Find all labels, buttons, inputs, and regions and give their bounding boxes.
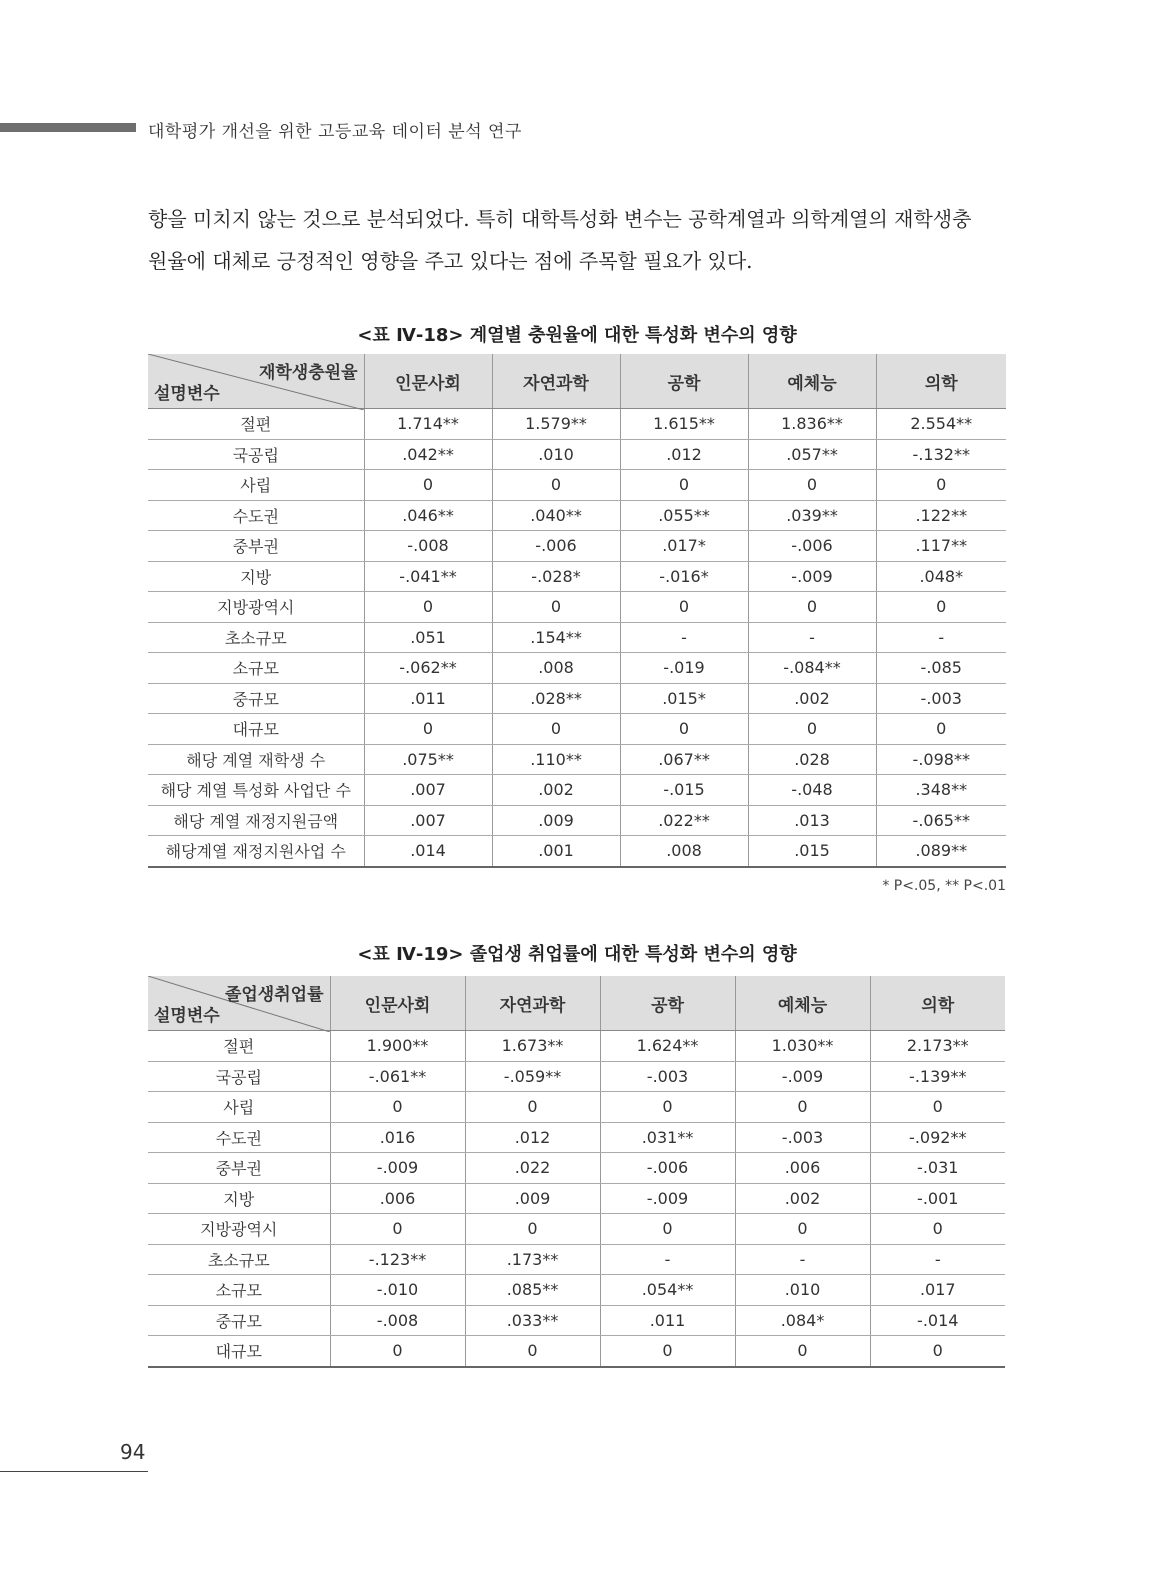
table-cell: -.008 xyxy=(330,1305,465,1336)
table-cell: -.009 xyxy=(748,561,876,592)
table-cell: 0 xyxy=(600,1214,735,1245)
table-row xyxy=(148,805,1006,836)
table-cell: .089** xyxy=(876,836,1006,867)
row-label: 절편 xyxy=(148,1031,330,1062)
table-cell: -.003 xyxy=(600,1061,735,1092)
table-cell: .055** xyxy=(620,500,748,531)
table-cell: -.061** xyxy=(330,1061,465,1092)
table-cell: 0 xyxy=(492,714,620,745)
table-cell: .154** xyxy=(492,622,620,653)
table-cell: - xyxy=(870,1244,1005,1275)
table-cell: -.016* xyxy=(620,561,748,592)
table-row xyxy=(148,1214,1005,1245)
table-cell: -.084** xyxy=(748,653,876,684)
table-cell: -.006 xyxy=(600,1153,735,1184)
table-cell: .017 xyxy=(870,1275,1005,1306)
row-label: 절편 xyxy=(148,409,364,440)
table-cell: 1.030** xyxy=(735,1031,870,1062)
row-label: 국공립 xyxy=(148,1061,330,1092)
table-cell: -.062** xyxy=(364,653,492,684)
table-row xyxy=(148,409,1006,440)
table-row xyxy=(148,1275,1005,1306)
running-header: 대학평가 개선을 위한 고등교육 데이터 분석 연구 xyxy=(148,122,522,142)
table-cell: 2.554** xyxy=(876,409,1006,440)
table2-col-header: 의학 xyxy=(870,976,1005,1031)
table-cell: -.019 xyxy=(620,653,748,684)
table-cell: 1.624** xyxy=(600,1031,735,1062)
table-cell: .015* xyxy=(620,683,748,714)
table1 xyxy=(148,354,1006,868)
table-cell: .042** xyxy=(364,439,492,470)
table-row xyxy=(148,1092,1005,1123)
table-cell: 1.579** xyxy=(492,409,620,440)
row-label: 중규모 xyxy=(148,683,364,714)
table1-body xyxy=(148,409,1006,867)
row-label: 지방 xyxy=(148,561,364,592)
table-cell: 0 xyxy=(748,592,876,623)
table-cell: 0 xyxy=(870,1092,1005,1123)
table-cell: .007 xyxy=(364,805,492,836)
table-cell: .122** xyxy=(876,500,1006,531)
table-cell: .016 xyxy=(330,1122,465,1153)
table-cell: 1.900** xyxy=(330,1031,465,1062)
table-cell: 0 xyxy=(364,470,492,501)
table-cell: 0 xyxy=(492,470,620,501)
table-cell: .085** xyxy=(465,1275,600,1306)
table-row xyxy=(148,1183,1005,1214)
table1-col-header: 인문사회 xyxy=(364,354,492,409)
table-cell: .017* xyxy=(620,531,748,562)
table-cell: .012 xyxy=(465,1122,600,1153)
table-row xyxy=(148,683,1006,714)
table-cell: -.009 xyxy=(330,1153,465,1184)
body-line: 향을 미치지 않는 것으로 분석되었다. 특히 대학특성화 변수는 공학계열과 의학계열의 재학생충 xyxy=(148,207,972,231)
table-cell: .057** xyxy=(748,439,876,470)
row-label: 소규모 xyxy=(148,653,364,684)
table-cell: .031** xyxy=(600,1122,735,1153)
table1-col-header: 자연과학 xyxy=(492,354,620,409)
table-cell: 0 xyxy=(600,1092,735,1123)
body-paragraph xyxy=(148,198,1018,282)
table-cell: .028 xyxy=(748,744,876,775)
table-cell: .012 xyxy=(620,439,748,470)
table-cell: .011 xyxy=(600,1305,735,1336)
table-cell: 0 xyxy=(600,1336,735,1367)
row-label: 해당 계열 재학생 수 xyxy=(148,744,364,775)
table-cell: .046** xyxy=(364,500,492,531)
table-cell: -.008 xyxy=(364,531,492,562)
table2-caption: <표 Ⅳ-19> 졸업생 취업률에 대한 특성화 변수의 영향 xyxy=(357,944,797,965)
table-cell: -.006 xyxy=(492,531,620,562)
table-cell: - xyxy=(876,622,1006,653)
table-row xyxy=(148,1061,1005,1092)
table-row xyxy=(148,653,1006,684)
table-cell: 0 xyxy=(748,714,876,745)
table-cell: 0 xyxy=(620,592,748,623)
table-cell: 0 xyxy=(876,470,1006,501)
table-cell: .117** xyxy=(876,531,1006,562)
table-cell: -.009 xyxy=(600,1183,735,1214)
table-cell: .008 xyxy=(620,836,748,867)
table-cell: .006 xyxy=(330,1183,465,1214)
table-cell: 0 xyxy=(735,1214,870,1245)
table-cell: 1.673** xyxy=(465,1031,600,1062)
table-row xyxy=(148,1244,1005,1275)
table2 xyxy=(148,976,1005,1368)
table-row xyxy=(148,470,1006,501)
table-row xyxy=(148,1122,1005,1153)
table-row xyxy=(148,1336,1005,1367)
row-label: 초소규모 xyxy=(148,622,364,653)
table-cell: .007 xyxy=(364,775,492,806)
table-cell: 0 xyxy=(870,1214,1005,1245)
table1-corner-cell xyxy=(148,354,364,409)
table-cell: - xyxy=(735,1244,870,1275)
table-cell: .348** xyxy=(876,775,1006,806)
table-cell: .001 xyxy=(492,836,620,867)
table-cell: .022** xyxy=(620,805,748,836)
table1-header-row xyxy=(148,354,1006,409)
table-cell: - xyxy=(748,622,876,653)
table-cell: .002 xyxy=(748,683,876,714)
table-row xyxy=(148,744,1006,775)
table-cell: 0 xyxy=(876,592,1006,623)
row-label: 국공립 xyxy=(148,439,364,470)
row-label: 사립 xyxy=(148,470,364,501)
table-cell: 1.615** xyxy=(620,409,748,440)
table-cell: - xyxy=(600,1244,735,1275)
row-label: 해당 계열 특성화 사업단 수 xyxy=(148,775,364,806)
table-cell: 0 xyxy=(620,714,748,745)
table-cell: 0 xyxy=(330,1092,465,1123)
table-cell: -.006 xyxy=(748,531,876,562)
table-cell: 0 xyxy=(465,1214,600,1245)
table-row xyxy=(148,836,1006,867)
table-cell: 1.836** xyxy=(748,409,876,440)
table2-header-row xyxy=(148,976,1005,1031)
table-cell: 0 xyxy=(465,1336,600,1367)
table-row xyxy=(148,1031,1005,1062)
table2-corner-bottom: 설명변수 xyxy=(154,1006,220,1026)
row-label: 중부권 xyxy=(148,1153,330,1184)
table1-caption: <표 Ⅳ-18> 계열별 충원율에 대한 특성화 변수의 영향 xyxy=(357,325,797,346)
row-label: 대규모 xyxy=(148,714,364,745)
row-label: 사립 xyxy=(148,1092,330,1123)
table-cell: .008 xyxy=(492,653,620,684)
row-label: 초소규모 xyxy=(148,1244,330,1275)
table2-col-header: 예체능 xyxy=(735,976,870,1031)
table-cell: -.003 xyxy=(876,683,1006,714)
row-label: 수도권 xyxy=(148,1122,330,1153)
table2-col-header: 인문사회 xyxy=(330,976,465,1031)
row-label: 수도권 xyxy=(148,500,364,531)
table-cell: .002 xyxy=(735,1183,870,1214)
table-cell: 0 xyxy=(870,1336,1005,1367)
table1-col-header: 예체능 xyxy=(748,354,876,409)
row-label: 지방광역시 xyxy=(148,1214,330,1245)
table-cell: -.139** xyxy=(870,1061,1005,1092)
footer-rule xyxy=(0,1471,148,1472)
table2-corner-top: 졸업생취업률 xyxy=(224,985,324,1005)
table-cell: .051 xyxy=(364,622,492,653)
table-cell: .010 xyxy=(492,439,620,470)
significance-note: * P<.05, ** P<.01 xyxy=(882,878,1006,894)
table-cell: .006 xyxy=(735,1153,870,1184)
table2-col-header: 자연과학 xyxy=(465,976,600,1031)
table-row xyxy=(148,1305,1005,1336)
table-cell: .048* xyxy=(876,561,1006,592)
table-cell: 0 xyxy=(330,1336,465,1367)
table-cell: -.003 xyxy=(735,1122,870,1153)
table-cell: .110** xyxy=(492,744,620,775)
table1-col-header: 의학 xyxy=(876,354,1006,409)
table-cell: -.059** xyxy=(465,1061,600,1092)
table2-body xyxy=(148,1031,1005,1367)
table-cell: -.010 xyxy=(330,1275,465,1306)
row-label: 지방광역시 xyxy=(148,592,364,623)
table-cell: .040** xyxy=(492,500,620,531)
header-bar xyxy=(0,123,136,132)
table-cell: .028** xyxy=(492,683,620,714)
table-cell: .013 xyxy=(748,805,876,836)
table-cell: -.048 xyxy=(748,775,876,806)
table-cell: 0 xyxy=(735,1092,870,1123)
table1-corner-top: 재학생충원율 xyxy=(258,363,358,383)
table-cell: .039** xyxy=(748,500,876,531)
table-cell: -.098** xyxy=(876,744,1006,775)
table-cell: .009 xyxy=(492,805,620,836)
table1-col-header: 공학 xyxy=(620,354,748,409)
table-cell: .075** xyxy=(364,744,492,775)
table-cell: 0 xyxy=(876,714,1006,745)
table-row xyxy=(148,714,1006,745)
row-label: 소규모 xyxy=(148,1275,330,1306)
table-cell: .173** xyxy=(465,1244,600,1275)
table-cell: 0 xyxy=(748,470,876,501)
table-cell: .014 xyxy=(364,836,492,867)
table-cell: .009 xyxy=(465,1183,600,1214)
table-cell: .022 xyxy=(465,1153,600,1184)
table1-corner-bottom: 설명변수 xyxy=(154,384,220,404)
table-cell: 0 xyxy=(330,1214,465,1245)
table-row xyxy=(148,592,1006,623)
table-cell: .010 xyxy=(735,1275,870,1306)
table-cell: 0 xyxy=(735,1336,870,1367)
row-label: 지방 xyxy=(148,1183,330,1214)
table-cell: .011 xyxy=(364,683,492,714)
table-cell: - xyxy=(620,622,748,653)
table-row xyxy=(148,1153,1005,1184)
table-cell: 0 xyxy=(364,592,492,623)
table-row xyxy=(148,500,1006,531)
table-cell: 0 xyxy=(492,592,620,623)
page-number: 94 xyxy=(120,1440,146,1464)
table-cell: -.001 xyxy=(870,1183,1005,1214)
table-cell: 2.173** xyxy=(870,1031,1005,1062)
table-cell: -.009 xyxy=(735,1061,870,1092)
table-cell: -.015 xyxy=(620,775,748,806)
row-label: 중부권 xyxy=(148,531,364,562)
table-row xyxy=(148,531,1006,562)
row-label: 해당계열 재정지원사업 수 xyxy=(148,836,364,867)
row-label: 중규모 xyxy=(148,1305,330,1336)
table-cell: .067** xyxy=(620,744,748,775)
table-cell: 0 xyxy=(620,470,748,501)
table-cell: -.031 xyxy=(870,1153,1005,1184)
table2-col-header: 공학 xyxy=(600,976,735,1031)
table-cell: 0 xyxy=(465,1092,600,1123)
table-cell: -.014 xyxy=(870,1305,1005,1336)
table-cell: 0 xyxy=(364,714,492,745)
table-cell: -.065** xyxy=(876,805,1006,836)
table-row xyxy=(148,439,1006,470)
table-row xyxy=(148,561,1006,592)
table2-corner-cell xyxy=(148,976,330,1031)
table-row xyxy=(148,775,1006,806)
row-label: 대규모 xyxy=(148,1336,330,1367)
table-cell: .084* xyxy=(735,1305,870,1336)
table-cell: -.132** xyxy=(876,439,1006,470)
table-cell: -.041** xyxy=(364,561,492,592)
table-cell: -.028* xyxy=(492,561,620,592)
table-cell: .054** xyxy=(600,1275,735,1306)
row-label: 해당 계열 재정지원금액 xyxy=(148,805,364,836)
table-cell: -.092** xyxy=(870,1122,1005,1153)
table-cell: .002 xyxy=(492,775,620,806)
table-cell: -.085 xyxy=(876,653,1006,684)
body-line: 원율에 대체로 긍정적인 영향을 주고 있다는 점에 주목할 필요가 있다. xyxy=(148,249,753,273)
table-cell: .015 xyxy=(748,836,876,867)
table-row xyxy=(148,622,1006,653)
table-cell: 1.714** xyxy=(364,409,492,440)
table-cell: .033** xyxy=(465,1305,600,1336)
table-cell: -.123** xyxy=(330,1244,465,1275)
